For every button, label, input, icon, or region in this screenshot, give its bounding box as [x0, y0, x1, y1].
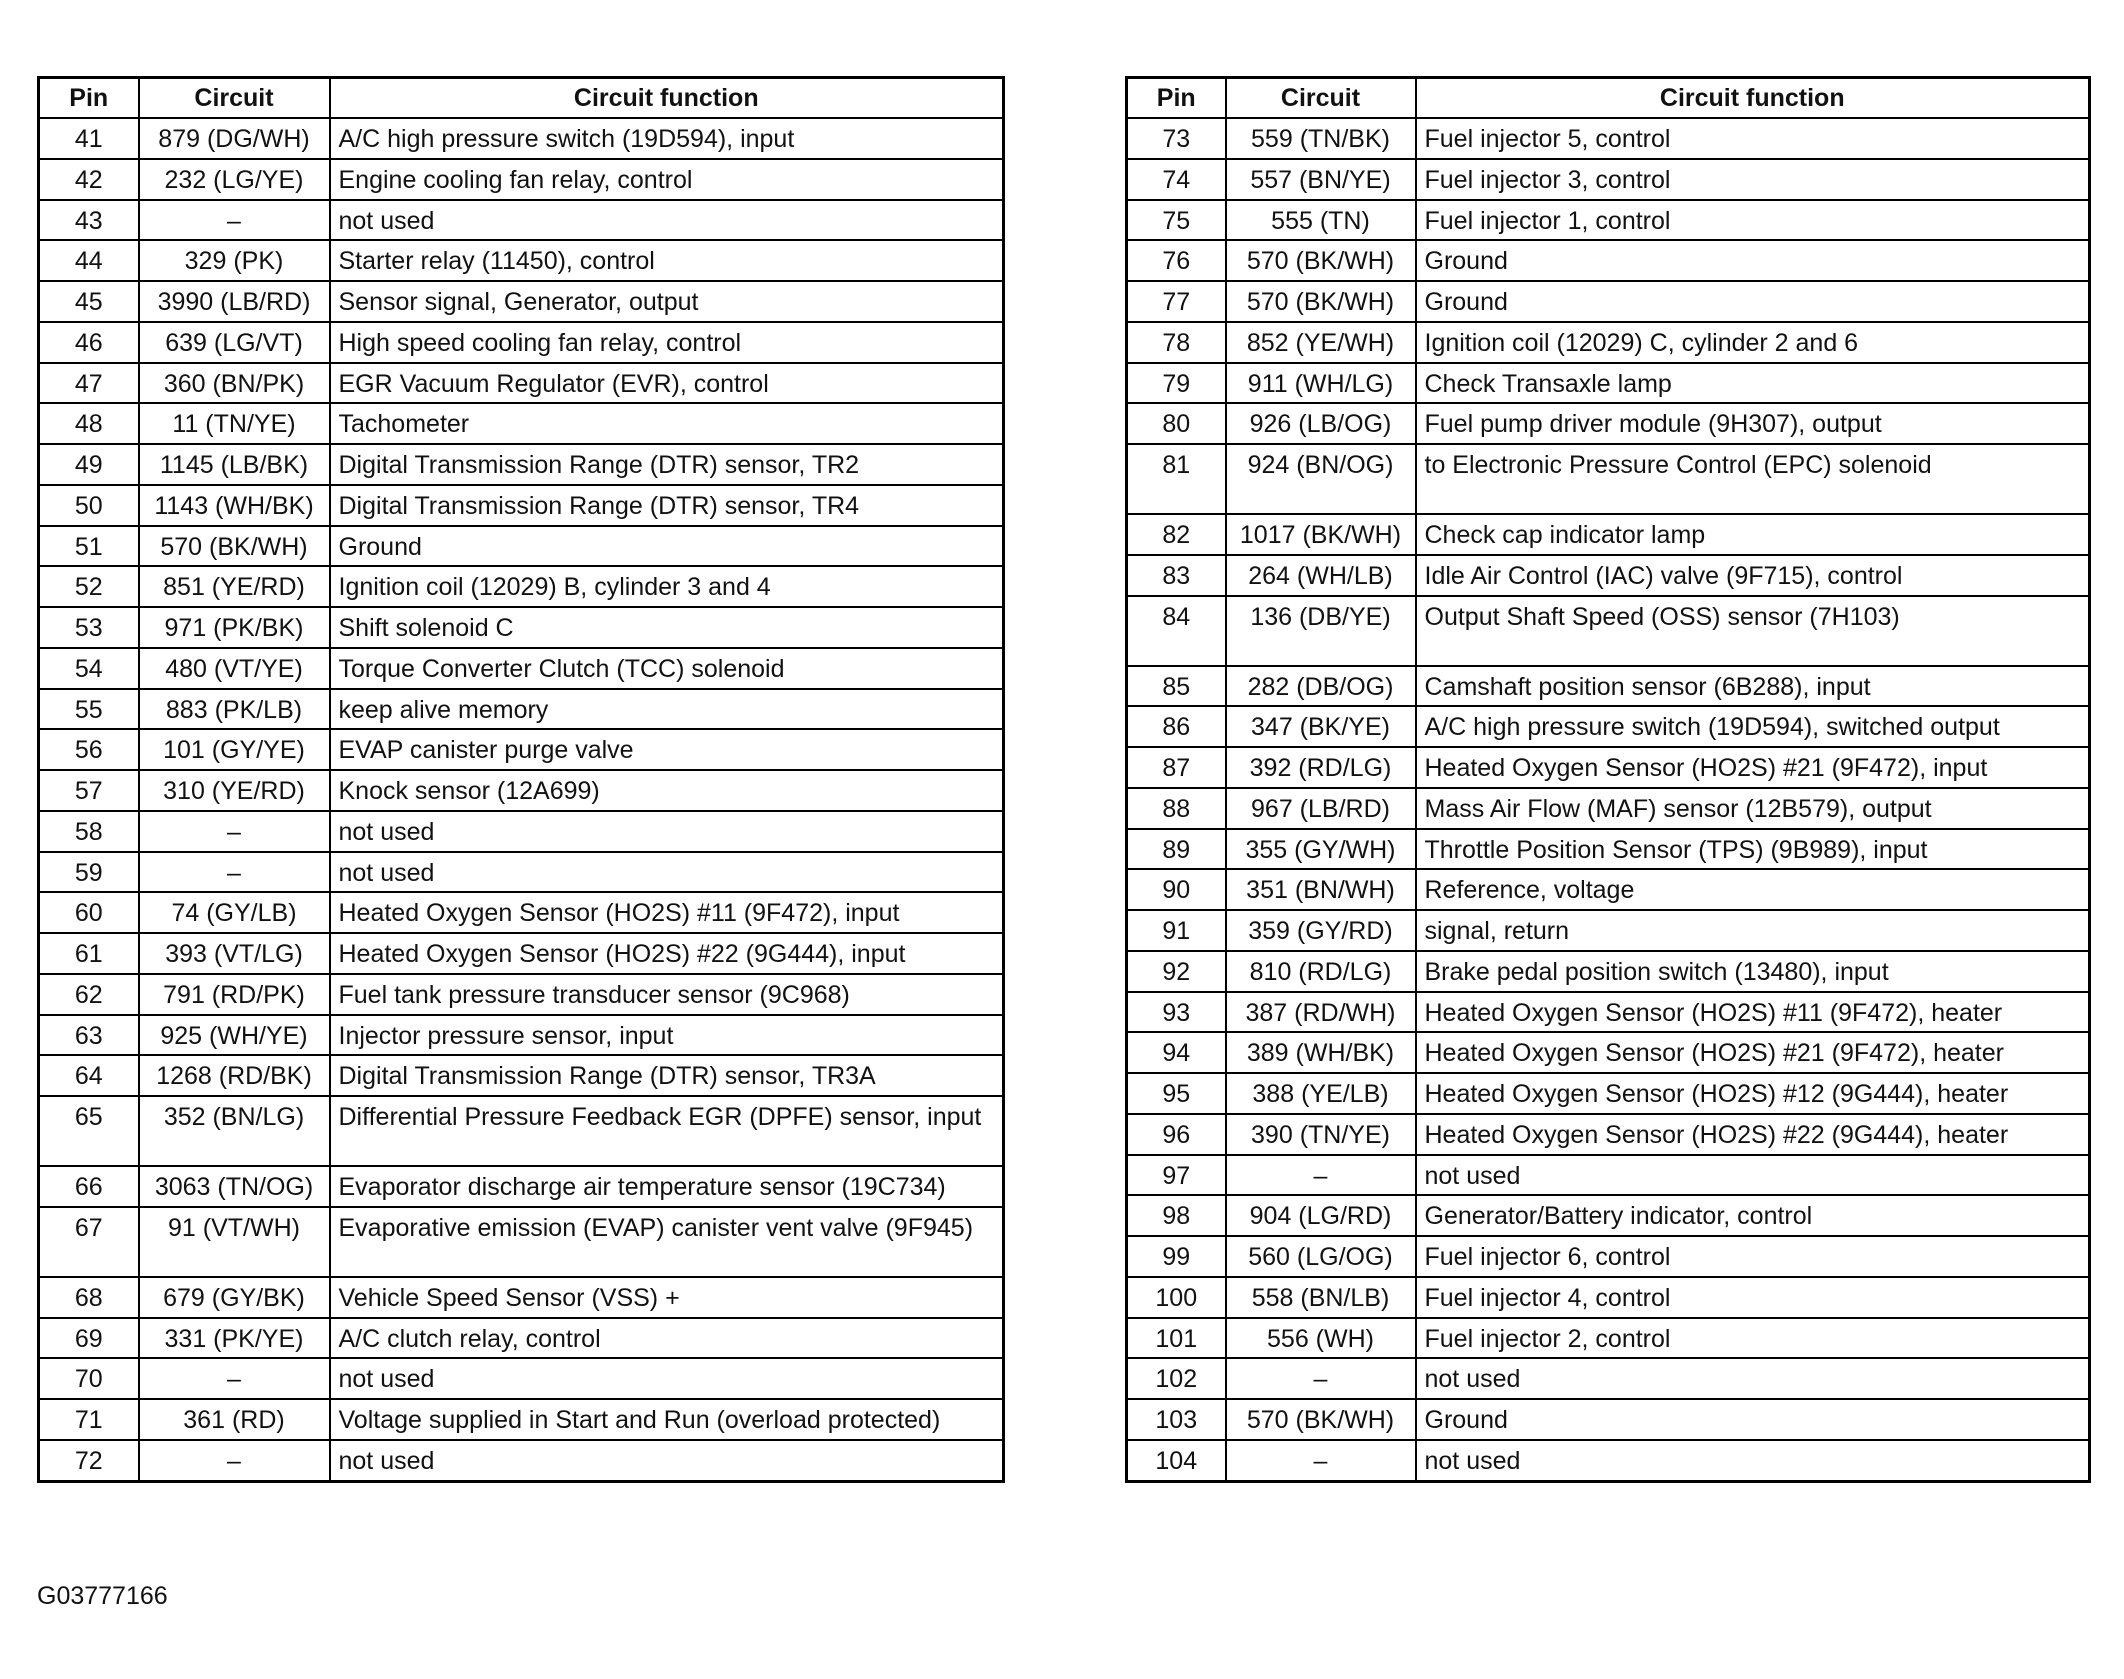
pin-cell: 53: [39, 607, 139, 648]
circuit-function-cell: Idle Air Control (IAC) valve (9F715), control: [1416, 555, 2090, 596]
pin-cell: 70: [39, 1358, 139, 1399]
pin-cell: 92: [1127, 951, 1226, 992]
circuit-function-cell: Check cap indicator lamp: [1416, 514, 2090, 555]
circuit-function-cell: Fuel injector 6, control: [1416, 1236, 2090, 1277]
circuit-cell: –: [1226, 1155, 1416, 1196]
circuit-function-cell: Heated Oxygen Sensor (HO2S) #22 (9G444), heater: [1416, 1114, 2090, 1155]
table-row: [39, 974, 1004, 1015]
circuit-cell: 883 (PK/LB): [139, 689, 330, 730]
circuit-cell: –: [1226, 1440, 1416, 1481]
circuit-cell: 360 (BN/PK): [139, 363, 330, 404]
circuit-function-cell: Ground: [1416, 240, 2090, 281]
header-circuit-function: Circuit function: [1416, 78, 2090, 119]
circuit-cell: 911 (WH/LG): [1226, 363, 1416, 404]
pin-cell: 101: [1127, 1318, 1226, 1359]
pin-cell: 95: [1127, 1073, 1226, 1114]
table-row: [1127, 363, 2090, 404]
circuit-cell: 904 (LG/RD): [1226, 1195, 1416, 1236]
table-row: [39, 363, 1004, 404]
circuit-function-cell: not used: [330, 811, 1004, 852]
header-circuit: Circuit: [1226, 78, 1416, 119]
circuit-cell: 74 (GY/LB): [139, 892, 330, 933]
circuit-function-cell: Torque Converter Clutch (TCC) solenoid: [330, 648, 1004, 689]
circuit-function-cell: Brake pedal position switch (13480), input: [1416, 951, 2090, 992]
circuit-function-cell: Heated Oxygen Sensor (HO2S) #22 (9G444), input: [330, 933, 1004, 974]
circuit-function-cell: Starter relay (11450), control: [330, 240, 1004, 281]
circuit-cell: 331 (PK/YE): [139, 1318, 330, 1359]
pin-cell: 69: [39, 1318, 139, 1359]
circuit-cell: 852 (YE/WH): [1226, 322, 1416, 363]
pin-cell: 104: [1127, 1440, 1226, 1481]
circuit-function-cell: not used: [330, 1358, 1004, 1399]
circuit-function-cell: not used: [1416, 1155, 2090, 1196]
table-row: [1127, 1399, 2090, 1440]
figure-id: G03777166: [37, 1582, 168, 1610]
pin-cell: 48: [39, 403, 139, 444]
circuit-function-cell: Reference, voltage: [1416, 869, 2090, 910]
circuit-function-cell: Vehicle Speed Sensor (VSS) +: [330, 1277, 1004, 1318]
circuit-function-cell: Fuel injector 1, control: [1416, 200, 2090, 241]
circuit-function-cell: Digital Transmission Range (DTR) sensor, TR3A: [330, 1055, 1004, 1096]
circuit-function-cell: Fuel injector 2, control: [1416, 1318, 2090, 1359]
circuit-function-cell: Throttle Position Sensor (TPS) (9B989), input: [1416, 829, 2090, 870]
circuit-cell: 639 (LG/VT): [139, 322, 330, 363]
table-row: [39, 1096, 1004, 1166]
pin-cell: 46: [39, 322, 139, 363]
table-row: [1127, 992, 2090, 1033]
circuit-function-cell: not used: [330, 852, 1004, 893]
table-row: [1127, 200, 2090, 241]
pin-cell: 62: [39, 974, 139, 1015]
table-row: [1127, 1195, 2090, 1236]
table-row: [1127, 666, 2090, 707]
circuit-function-cell: Mass Air Flow (MAF) sensor (12B579), output: [1416, 788, 2090, 829]
table-row: [1127, 1073, 2090, 1114]
table-row: [39, 1399, 1004, 1440]
table-row: [39, 648, 1004, 689]
pin-cell: 68: [39, 1277, 139, 1318]
circuit-function-cell: Tachometer: [330, 403, 1004, 444]
pin-cell: 102: [1127, 1358, 1226, 1399]
pin-cell: 76: [1127, 240, 1226, 281]
circuit-function-cell: not used: [1416, 1440, 2090, 1481]
table-row: [1127, 829, 2090, 870]
circuit-function-cell: Evaporative emission (EVAP) canister vent valve (9F945): [330, 1207, 1004, 1277]
circuit-cell: 3063 (TN/OG): [139, 1166, 330, 1207]
pin-table-left-body: [39, 118, 1004, 1481]
circuit-cell: 361 (RD): [139, 1399, 330, 1440]
circuit-function-cell: Generator/Battery indicator, control: [1416, 1195, 2090, 1236]
table-row: [1127, 1440, 2090, 1481]
pin-cell: 79: [1127, 363, 1226, 404]
circuit-function-cell: signal, return: [1416, 910, 2090, 951]
circuit-function-cell: Ground: [330, 526, 1004, 567]
circuit-cell: 570 (BK/WH): [139, 526, 330, 567]
circuit-function-cell: A/C high pressure switch (19D594), switched output: [1416, 706, 2090, 747]
pin-cell: 82: [1127, 514, 1226, 555]
circuit-function-cell: Engine cooling fan relay, control: [330, 159, 1004, 200]
circuit-function-cell: Ground: [1416, 281, 2090, 322]
circuit-cell: 389 (WH/BK): [1226, 1032, 1416, 1073]
circuit-cell: 355 (GY/WH): [1226, 829, 1416, 870]
table-row: [39, 933, 1004, 974]
circuit-function-cell: Voltage supplied in Start and Run (overload protected): [330, 1399, 1004, 1440]
header-row: [39, 78, 1004, 119]
table-row: [39, 159, 1004, 200]
table-row: [39, 281, 1004, 322]
circuit-cell: 393 (VT/LG): [139, 933, 330, 974]
circuit-cell: 879 (DG/WH): [139, 118, 330, 159]
pin-cell: 99: [1127, 1236, 1226, 1277]
table-row: [1127, 240, 2090, 281]
circuit-function-cell: not used: [330, 200, 1004, 241]
circuit-function-cell: Heated Oxygen Sensor (HO2S) #12 (9G444), heater: [1416, 1073, 2090, 1114]
pin-cell: 41: [39, 118, 139, 159]
circuit-function-cell: keep alive memory: [330, 689, 1004, 730]
table-row: [39, 444, 1004, 485]
circuit-function-cell: Digital Transmission Range (DTR) sensor, TR2: [330, 444, 1004, 485]
circuit-cell: –: [139, 1440, 330, 1481]
table-row: [1127, 514, 2090, 555]
circuit-cell: 387 (RD/WH): [1226, 992, 1416, 1033]
circuit-function-cell: Shift solenoid C: [330, 607, 1004, 648]
circuit-cell: –: [1226, 1358, 1416, 1399]
header-circuit-function: Circuit function: [330, 78, 1004, 119]
pin-cell: 43: [39, 200, 139, 241]
table-row: [39, 892, 1004, 933]
circuit-cell: 556 (WH): [1226, 1318, 1416, 1359]
pin-cell: 73: [1127, 118, 1226, 159]
circuit-cell: 232 (LG/YE): [139, 159, 330, 200]
circuit-cell: 388 (YE/LB): [1226, 1073, 1416, 1114]
circuit-cell: 282 (DB/OG): [1226, 666, 1416, 707]
pin-cell: 51: [39, 526, 139, 567]
circuit-function-cell: A/C clutch relay, control: [330, 1318, 1004, 1359]
pin-cell: 74: [1127, 159, 1226, 200]
circuit-cell: 570 (BK/WH): [1226, 240, 1416, 281]
pin-cell: 50: [39, 485, 139, 526]
circuit-function-cell: Injector pressure sensor, input: [330, 1015, 1004, 1056]
table-row: [39, 607, 1004, 648]
circuit-function-cell: Heated Oxygen Sensor (HO2S) #11 (9F472), input: [330, 892, 1004, 933]
circuit-cell: 679 (GY/BK): [139, 1277, 330, 1318]
circuit-function-cell: Fuel pump driver module (9H307), output: [1416, 403, 2090, 444]
circuit-cell: 1268 (RD/BK): [139, 1055, 330, 1096]
header-circuit: Circuit: [139, 78, 330, 119]
pin-cell: 60: [39, 892, 139, 933]
table-row: [1127, 1032, 2090, 1073]
circuit-function-cell: Heated Oxygen Sensor (HO2S) #21 (9F472), input: [1416, 747, 2090, 788]
table-row: [39, 852, 1004, 893]
circuit-cell: 101 (GY/YE): [139, 729, 330, 770]
pin-cell: 61: [39, 933, 139, 974]
pin-cell: 81: [1127, 444, 1226, 514]
table-row: [39, 240, 1004, 281]
circuit-function-cell: Knock sensor (12A699): [330, 770, 1004, 811]
table-row: [39, 1277, 1004, 1318]
table-row: [1127, 159, 2090, 200]
pin-cell: 86: [1127, 706, 1226, 747]
circuit-function-cell: Ignition coil (12029) B, cylinder 3 and 4: [330, 566, 1004, 607]
circuit-cell: 392 (RD/LG): [1226, 747, 1416, 788]
table-row: [1127, 322, 2090, 363]
pin-cell: 63: [39, 1015, 139, 1056]
circuit-function-cell: Fuel tank pressure transducer sensor (9C968): [330, 974, 1004, 1015]
table-row: [1127, 1318, 2090, 1359]
table-row: [39, 118, 1004, 159]
circuit-function-cell: A/C high pressure switch (19D594), input: [330, 118, 1004, 159]
table-row: [1127, 1114, 2090, 1155]
pin-cell: 97: [1127, 1155, 1226, 1196]
circuit-cell: 925 (WH/YE): [139, 1015, 330, 1056]
pin-cell: 91: [1127, 910, 1226, 951]
table-row: [39, 566, 1004, 607]
table-row: [1127, 747, 2090, 788]
table-row: [1127, 869, 2090, 910]
table-row: [1127, 788, 2090, 829]
circuit-cell: –: [139, 1358, 330, 1399]
table-row: [39, 729, 1004, 770]
circuit-cell: 559 (TN/BK): [1226, 118, 1416, 159]
table-row: [1127, 1155, 2090, 1196]
pin-table-left: [37, 76, 1005, 1483]
circuit-function-cell: Sensor signal, Generator, output: [330, 281, 1004, 322]
pin-cell: 44: [39, 240, 139, 281]
circuit-function-cell: EVAP canister purge valve: [330, 729, 1004, 770]
table-row: [39, 322, 1004, 363]
table-row: [39, 1166, 1004, 1207]
circuit-cell: 570 (BK/WH): [1226, 1399, 1416, 1440]
circuit-function-cell: Digital Transmission Range (DTR) sensor, TR4: [330, 485, 1004, 526]
pin-cell: 84: [1127, 596, 1226, 666]
table-row: [1127, 1277, 2090, 1318]
circuit-function-cell: not used: [330, 1440, 1004, 1481]
circuit-function-cell: Differential Pressure Feedback EGR (DPFE) sensor, input: [330, 1096, 1004, 1166]
circuit-cell: 480 (VT/YE): [139, 648, 330, 689]
pin-table-right: [1125, 76, 2091, 1483]
circuit-function-cell: Camshaft position sensor (6B288), input: [1416, 666, 2090, 707]
table-row: [39, 526, 1004, 567]
pin-cell: 66: [39, 1166, 139, 1207]
circuit-cell: 310 (YE/RD): [139, 770, 330, 811]
circuit-function-cell: High speed cooling fan relay, control: [330, 322, 1004, 363]
circuit-cell: 11 (TN/YE): [139, 403, 330, 444]
circuit-cell: 359 (GY/RD): [1226, 910, 1416, 951]
table-row: [1127, 706, 2090, 747]
pin-cell: 54: [39, 648, 139, 689]
pin-cell: 88: [1127, 788, 1226, 829]
pin-cell: 89: [1127, 829, 1226, 870]
header-row: [1127, 78, 2090, 119]
circuit-cell: 1145 (LB/BK): [139, 444, 330, 485]
pin-cell: 47: [39, 363, 139, 404]
circuit-function-cell: Fuel injector 4, control: [1416, 1277, 2090, 1318]
pin-table-right-body: [1127, 118, 2090, 1481]
circuit-function-cell: not used: [1416, 1358, 2090, 1399]
circuit-cell: 329 (PK): [139, 240, 330, 281]
pin-cell: 80: [1127, 403, 1226, 444]
circuit-cell: 570 (BK/WH): [1226, 281, 1416, 322]
pin-cell: 49: [39, 444, 139, 485]
table-row: [1127, 118, 2090, 159]
pin-cell: 64: [39, 1055, 139, 1096]
pin-cell: 90: [1127, 869, 1226, 910]
table-row: [1127, 910, 2090, 951]
pin-cell: 98: [1127, 1195, 1226, 1236]
table-row: [39, 1055, 1004, 1096]
circuit-function-cell: to Electronic Pressure Control (EPC) solenoid: [1416, 444, 2090, 514]
circuit-function-cell: Fuel injector 5, control: [1416, 118, 2090, 159]
pin-cell: 52: [39, 566, 139, 607]
circuit-cell: 791 (RD/PK): [139, 974, 330, 1015]
circuit-cell: –: [139, 811, 330, 852]
circuit-cell: 924 (BN/OG): [1226, 444, 1416, 514]
circuit-cell: –: [139, 852, 330, 893]
pin-cell: 72: [39, 1440, 139, 1481]
circuit-cell: 555 (TN): [1226, 200, 1416, 241]
table-row: [1127, 555, 2090, 596]
pin-cell: 71: [39, 1399, 139, 1440]
circuit-cell: 971 (PK/BK): [139, 607, 330, 648]
pin-cell: 85: [1127, 666, 1226, 707]
circuit-cell: 851 (YE/RD): [139, 566, 330, 607]
table-row: [1127, 596, 2090, 666]
table-row: [39, 1358, 1004, 1399]
circuit-cell: 264 (WH/LB): [1226, 555, 1416, 596]
pin-cell: 55: [39, 689, 139, 730]
circuit-cell: 967 (LB/RD): [1226, 788, 1416, 829]
circuit-cell: 351 (BN/WH): [1226, 869, 1416, 910]
table-row: [39, 1318, 1004, 1359]
circuit-function-cell: Evaporator discharge air temperature sensor (19C734): [330, 1166, 1004, 1207]
circuit-function-cell: EGR Vacuum Regulator (EVR), control: [330, 363, 1004, 404]
pin-cell: 67: [39, 1207, 139, 1277]
circuit-cell: 3990 (LB/RD): [139, 281, 330, 322]
pin-cell: 77: [1127, 281, 1226, 322]
table-row: [39, 200, 1004, 241]
table-row: [39, 689, 1004, 730]
circuit-cell: 91 (VT/WH): [139, 1207, 330, 1277]
pin-cell: 96: [1127, 1114, 1226, 1155]
circuit-cell: 390 (TN/YE): [1226, 1114, 1416, 1155]
pin-cell: 75: [1127, 200, 1226, 241]
circuit-cell: 560 (LG/OG): [1226, 1236, 1416, 1277]
circuit-cell: 1143 (WH/BK): [139, 485, 330, 526]
pin-cell: 56: [39, 729, 139, 770]
circuit-cell: 558 (BN/LB): [1226, 1277, 1416, 1318]
pin-cell: 100: [1127, 1277, 1226, 1318]
header-pin: Pin: [39, 78, 139, 119]
table-row: [39, 485, 1004, 526]
circuit-cell: 557 (BN/YE): [1226, 159, 1416, 200]
circuit-function-cell: Check Transaxle lamp: [1416, 363, 2090, 404]
table-row: [39, 403, 1004, 444]
table-row: [39, 811, 1004, 852]
table-row: [1127, 403, 2090, 444]
pin-cell: 103: [1127, 1399, 1226, 1440]
table-row: [39, 1015, 1004, 1056]
circuit-cell: 1017 (BK/WH): [1226, 514, 1416, 555]
circuit-function-cell: Ground: [1416, 1399, 2090, 1440]
pin-cell: 93: [1127, 992, 1226, 1033]
circuit-function-cell: Heated Oxygen Sensor (HO2S) #21 (9F472), heater: [1416, 1032, 2090, 1073]
pin-cell: 94: [1127, 1032, 1226, 1073]
circuit-cell: 136 (DB/YE): [1226, 596, 1416, 666]
table-row: [39, 1440, 1004, 1481]
pin-cell: 45: [39, 281, 139, 322]
pin-cell: 59: [39, 852, 139, 893]
pin-cell: 58: [39, 811, 139, 852]
pin-cell: 65: [39, 1096, 139, 1166]
circuit-cell: 352 (BN/LG): [139, 1096, 330, 1166]
circuit-function-cell: Output Shaft Speed (OSS) sensor (7H103): [1416, 596, 2090, 666]
circuit-cell: 926 (LB/OG): [1226, 403, 1416, 444]
table-row: [1127, 1358, 2090, 1399]
table-row: [1127, 281, 2090, 322]
circuit-function-cell: Fuel injector 3, control: [1416, 159, 2090, 200]
pin-cell: 42: [39, 159, 139, 200]
circuit-function-cell: Ignition coil (12029) C, cylinder 2 and 6: [1416, 322, 2090, 363]
pin-cell: 78: [1127, 322, 1226, 363]
pin-cell: 87: [1127, 747, 1226, 788]
table-row: [39, 1207, 1004, 1277]
table-row: [39, 770, 1004, 811]
circuit-cell: 347 (BK/YE): [1226, 706, 1416, 747]
table-row: [1127, 444, 2090, 514]
circuit-cell: –: [139, 200, 330, 241]
table-row: [1127, 1236, 2090, 1277]
circuit-cell: 810 (RD/LG): [1226, 951, 1416, 992]
table-row: [1127, 951, 2090, 992]
header-pin: Pin: [1127, 78, 1226, 119]
pin-cell: 57: [39, 770, 139, 811]
pin-cell: 83: [1127, 555, 1226, 596]
circuit-function-cell: Heated Oxygen Sensor (HO2S) #11 (9F472), heater: [1416, 992, 2090, 1033]
